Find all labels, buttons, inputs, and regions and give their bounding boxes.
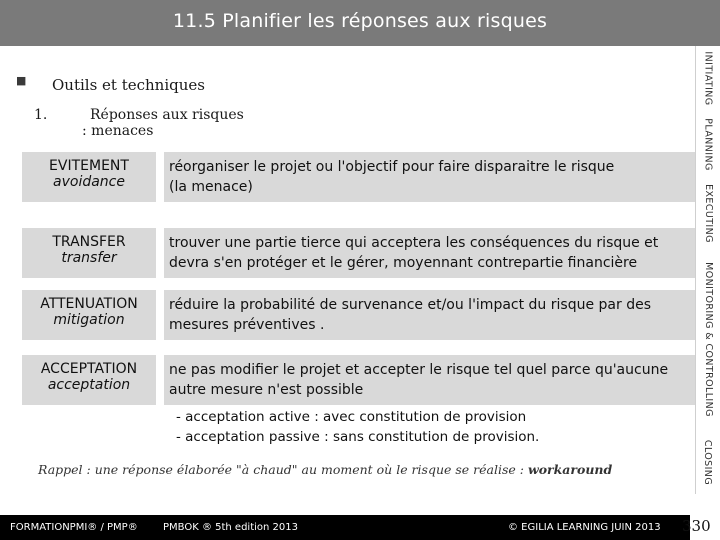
description-line: (la menace) [169,179,253,195]
phase-closing: CLOSING [702,439,714,485]
response-label-avoidance [22,152,156,202]
response-name-en: transfer [61,250,117,266]
response-description-acceptation [164,355,695,405]
phase-executing: EXECUTING [702,183,714,243]
description-line: mesures préventives . [169,317,325,333]
slide-header [0,0,720,46]
acceptation-active: - acceptation active : avec constitution de provision [176,409,527,425]
section-heading: Outils et techniques [52,76,205,94]
item-title: Réponses aux risques [90,107,244,123]
phase-initiating: INITIATING [702,50,714,106]
description-line: ne pas modifier le projet et accepter le risque tel quel parce qu'aucune [169,362,669,378]
response-name-en: acceptation [47,377,131,393]
rappel-term: workaround [527,462,613,477]
response-name-en: mitigation [53,312,125,328]
phase-monitoring-controlling: MONITORING & CONTROLLING [702,261,714,417]
description-line: trouver une partie tierce qui acceptera les conséquences du risque et [169,235,659,251]
response-description-transfer [164,228,695,278]
phase-planning: PLANNING [702,117,714,171]
response-label-acceptation [22,355,156,405]
item-number: 1. [34,107,48,123]
response-name-fr: TRANSFER [52,234,126,250]
rappel-text: Rappel : une réponse élaborée "à chaud" au moment où le risque se réalise : [38,462,528,477]
response-name-fr: EVITEMENT [49,158,129,174]
slide-title: 11.5 Planifier les réponses aux risques [172,10,548,32]
item-subtitle: : menaces [82,123,154,139]
rappel-note [38,462,612,477]
footer-training: FORMATIONPMI® / PMP® [10,522,138,533]
response-label-transfer [22,228,156,278]
footer-copyright: © EGILIA LEARNING JUIN 2013 [508,522,661,533]
description-line: réduire la probabilité de survenance et/ou l'impact du risque par des [169,297,651,313]
square-bullet-icon: ■ [16,74,27,87]
acceptation-passive: - acceptation passive : sans constitution de provision. [176,429,540,445]
response-label-mitigation [22,290,156,340]
response-description-avoidance [164,152,695,202]
footer-bar [0,515,690,540]
page-number: 330 [682,517,711,535]
response-name-fr: ACCEPTATION [40,361,138,377]
phase-divider [695,46,696,494]
footer-edition: PMBOK ® 5th edition 2013 [163,522,298,533]
response-name-fr: ATTENUATION [40,296,138,312]
description-line: devra s'en protéger et le gérer, moyennant contrepartie financière [169,255,638,271]
description-line: autre mesure n'est possible [169,382,364,398]
description-line: réorganiser le projet ou l'objectif pour faire disparaitre le risque [169,159,615,175]
response-name-en: avoidance [53,174,125,190]
response-description-mitigation [164,290,695,340]
